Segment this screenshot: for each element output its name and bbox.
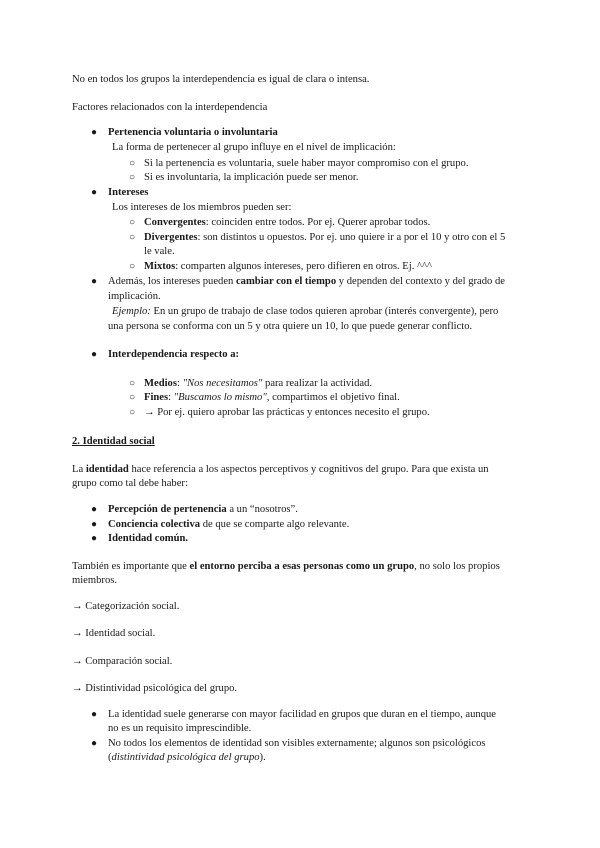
environment-paragraph-continuation: miembros.: [72, 575, 118, 586]
factor-description: La forma de pertenecer al grupo influye en el nivel de implicación:: [112, 142, 396, 153]
sub-item: Si es involuntaria, la implicación puede ser menor.: [144, 172, 359, 183]
sub-item-continuation: le vale.: [144, 246, 175, 257]
section-heading: 2. Identidad social: [72, 436, 155, 447]
list-item: Percepción de pertenencia a un “nosotros”.: [108, 504, 298, 515]
environment-paragraph: También es importante que el entorno perciba a esas personas como un grupo, no solo los propios: [72, 561, 500, 572]
sub-bullet: ○: [128, 407, 136, 418]
bullet: ●: [90, 349, 98, 360]
list-item: Conciencia colectiva de que se comparte algo relevante.: [108, 519, 350, 530]
sub-bullet: ○: [128, 378, 136, 389]
bullet: ●: [90, 533, 98, 544]
factor-paragraph-continuation: implicación.: [108, 291, 161, 302]
note-item-continuation: no es un requisito imprescindible.: [108, 723, 252, 734]
bullet: ●: [90, 187, 98, 198]
sub-bullet: ○: [128, 232, 136, 243]
example-line: Ejemplo: En un grupo de trabajo de clase todos quieren aprobar (interés convergente), pero: [112, 306, 499, 317]
arrow-item: → Distintividad psicológica del grupo.: [72, 683, 238, 694]
identity-paragraph: La identidad hace referencia a los aspectos perceptivos y cognitivos del grupo. Para que exista un: [72, 464, 489, 475]
arrow-item: → Categorización social.: [72, 601, 180, 612]
factor-description: Los intereses de los miembros pueden ser:: [112, 202, 292, 213]
sub-item: Fines: "Buscamos lo mismo", compartimos el objetivo final.: [144, 392, 400, 403]
sub-item: Si la pertenencia es voluntaria, suele haber mayor compromiso con el grupo.: [144, 158, 469, 169]
identity-paragraph-continuation: grupo como tal debe haber:: [72, 478, 188, 489]
sub-item: Convergentes: coinciden entre todos. Por ej. Querer aprobar todos.: [144, 217, 431, 228]
sub-bullet: ○: [128, 217, 136, 228]
sub-bullet: ○: [128, 172, 136, 183]
bullet: ●: [90, 519, 98, 530]
sub-bullet: ○: [128, 158, 136, 169]
sub-bullet: ○: [128, 392, 136, 403]
interdependence-title: Interdependencia respecto a:: [108, 349, 240, 360]
factor-paragraph: Además, los intereses pueden cambiar con el tiempo y dependen del contexto y del grado de: [108, 276, 505, 287]
bullet: ●: [90, 504, 98, 515]
note-item-continuation: (distintividad psicológica del grupo).: [108, 752, 266, 763]
list-item: Identidad común.: [108, 533, 189, 544]
note-item: La identidad suele generarse con mayor facilidad en grupos que duran en el tiempo, aunque: [108, 709, 496, 720]
bullet: ●: [90, 738, 98, 749]
sub-item: Medios: "Nos necesitamos" para realizar la actividad.: [144, 378, 373, 389]
bullet: ●: [90, 276, 98, 287]
arrow-item: → Identidad social.: [72, 628, 156, 639]
sub-bullet: ○: [128, 261, 136, 272]
arrow-item: → Comparación social.: [72, 656, 173, 667]
factors-intro: Factores relacionados con la interdependencia: [72, 102, 268, 113]
sub-item: Divergentes: son distintos u opuestos. Por ej. uno quiere ir a por el 10 y otro con el 5: [144, 232, 506, 243]
intro-paragraph: No en todos los grupos la interdependencia es igual de clara o intensa.: [72, 74, 370, 85]
bullet: ●: [90, 709, 98, 720]
bullet: ●: [90, 127, 98, 138]
sub-item: → Por ej. quiero aprobar las prácticas y entonces necesito el grupo.: [144, 407, 430, 418]
factor-title: Pertenencia voluntaria o involuntaria: [108, 127, 278, 138]
sub-item: Mixtos: comparten algunos intereses, pero difieren en otros. Ej. ^^^: [144, 261, 432, 272]
note-item: No todos los elementos de identidad son visibles externamente; algunos son psicológicos: [108, 738, 486, 749]
example-continuation: una persona se conforma con un 5 y otra quiere un 10, lo que puede generar conflicto.: [108, 321, 473, 332]
factor-title: Intereses: [108, 187, 149, 198]
